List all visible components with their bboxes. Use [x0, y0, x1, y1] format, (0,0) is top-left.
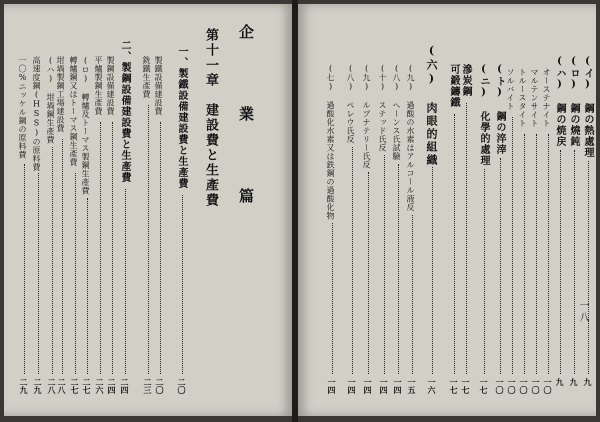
toc-page-number: 一四 [327, 378, 337, 394]
toc-entry-title: 第十一章 建設費と生產費 [203, 28, 218, 208]
toc-entry-title: (十) ステッド氏反 [378, 64, 387, 152]
toc-page-number: 一七 [449, 378, 459, 394]
toc-entry-title: (八) ペレウ氏反 [346, 64, 355, 144]
dot-leader [38, 173, 39, 375]
toc-page-number: 二七 [70, 378, 80, 394]
dot-leader [484, 169, 485, 374]
toc-entry-title: 一〇%ニッケル鋼の原料費 [18, 56, 27, 159]
toc-page-number: 二七 [82, 378, 92, 394]
toc-entry-title: 二、製鋼設備建設費と生產費 [119, 40, 130, 183]
toc-page-number: 一四 [379, 378, 389, 394]
toc-page-number: 一六 [427, 378, 437, 394]
toc-entry-title: 坩堝製鋼工場建設費 [56, 56, 65, 133]
dot-leader [24, 164, 25, 374]
toc-page-number: 九 [569, 378, 579, 386]
dot-leader [62, 139, 63, 375]
toc-page-number: 一四 [347, 378, 357, 394]
toc-entry-title: 製鐵設備建設費 [154, 56, 163, 116]
toc-page-number: 一〇 [495, 378, 505, 394]
dot-leader [500, 158, 501, 374]
toc-entry-title: (ロ) 鋼の燒鈍 [568, 56, 579, 147]
toc-page-number: 一〇 [531, 378, 541, 394]
page-number: 一八 [577, 300, 588, 324]
book-gutter [292, 0, 298, 422]
dot-leader [384, 155, 385, 374]
toc-page-number: 二〇 [155, 378, 165, 394]
dot-leader [75, 173, 76, 375]
toc-entry-title: ソルバイト [506, 68, 515, 111]
toc-entry-title: 高速度鋼(HSS)の原料費 [32, 56, 41, 172]
toc-page-number: 一〇 [507, 378, 517, 394]
toc-entry-title: (七) 過酸化水素又は鉄鋼の過酸化物 [326, 64, 335, 220]
dot-leader [466, 103, 467, 374]
toc-entry-title: 製鋼設備建設費 [106, 56, 115, 116]
dot-leader [536, 134, 537, 375]
toc-entry-title: 平爐製鋼生產費 [94, 56, 103, 116]
toc-page-number: 一四 [393, 378, 403, 394]
dot-leader [368, 172, 369, 374]
dot-leader [398, 164, 399, 375]
toc-entry-title: 一、製鐵設備建設費と生產費 [176, 46, 187, 189]
toc-entry-title: (八) ヘーンス氏試驗 [392, 64, 401, 161]
toc-entry-title: (九) 過酸の水素はアルコール液反 [406, 64, 415, 212]
toc-page-number: 一〇 [543, 378, 553, 394]
toc-entry-title: (ハ) 坩堝鋼生產費 [46, 56, 55, 144]
toc-page-number: 一〇 [519, 378, 529, 394]
dot-leader [454, 114, 455, 374]
toc-entry-title: 轉爐鋼又はトーマス鋼生產費 [69, 56, 78, 167]
toc-page-number: 一七 [461, 378, 471, 394]
dot-leader [52, 147, 53, 374]
toc-page-number: 二〇 [177, 378, 187, 394]
toc-page-number: 二三 [143, 378, 153, 394]
toc-entry-title: (ニ) 化學的處理 [478, 64, 489, 166]
dot-leader [524, 134, 525, 375]
toc-page-number: 二九 [19, 378, 29, 394]
toc-entry-title: 企 業 篇 [237, 24, 255, 229]
toc-page-number: 二六 [95, 378, 105, 394]
dot-leader [560, 150, 561, 374]
toc-entry-title: (ト) 鋼の淬滓 [494, 64, 505, 155]
toc-entry-title: (イ) 鋼の熱處理 [582, 56, 593, 158]
dot-leader [100, 122, 101, 375]
right-page [296, 4, 596, 416]
dot-leader [87, 198, 88, 374]
toc-entry-title: (ハ) 鋼の焼戻 [554, 56, 565, 147]
toc-page-number: 二四 [107, 378, 117, 394]
dot-leader [574, 150, 575, 374]
dot-leader [160, 122, 161, 375]
toc-page-number: 九 [583, 378, 593, 386]
dot-leader [125, 189, 126, 374]
toc-page-number: 二九 [33, 378, 43, 394]
toc-page-number: 二四 [120, 378, 130, 394]
dot-leader [182, 195, 183, 374]
toc-page-number: 二八 [47, 378, 57, 394]
toc-page-number: 一五 [407, 378, 417, 394]
dot-leader [412, 215, 413, 375]
toc-entry-title: マルテンサイト [530, 68, 539, 128]
dot-leader [112, 122, 113, 375]
toc-entry-title: (九) ルブナテリー氏反 [362, 64, 371, 169]
dot-leader [148, 105, 149, 375]
dot-leader [432, 167, 433, 374]
dot-leader [548, 134, 549, 375]
toc-entry-title: (ロ) 轉爐及トーマス製鋼生產費 [81, 56, 90, 195]
toc-page-number: 二八 [57, 378, 67, 394]
dot-leader [352, 147, 353, 375]
toc-entry-title: 滲炭鋼 [460, 64, 471, 97]
toc-page-number: 一四 [363, 378, 373, 394]
dot-leader [512, 117, 513, 375]
toc-entry-title: 可鍛鑄鐵 [448, 64, 459, 108]
dot-leader [332, 223, 333, 374]
toc-page-number: 九 [555, 378, 565, 386]
toc-entry-title: 銑鐵生產費 [142, 56, 151, 99]
dot-leader [588, 161, 589, 374]
toc-entry-title: (六) 肉眼的組織 [425, 44, 438, 167]
toc-entry-title: トルースタイト [518, 68, 527, 128]
toc-page-number: 一七 [479, 378, 489, 394]
toc-entry-title: オーステナイト [542, 68, 551, 128]
